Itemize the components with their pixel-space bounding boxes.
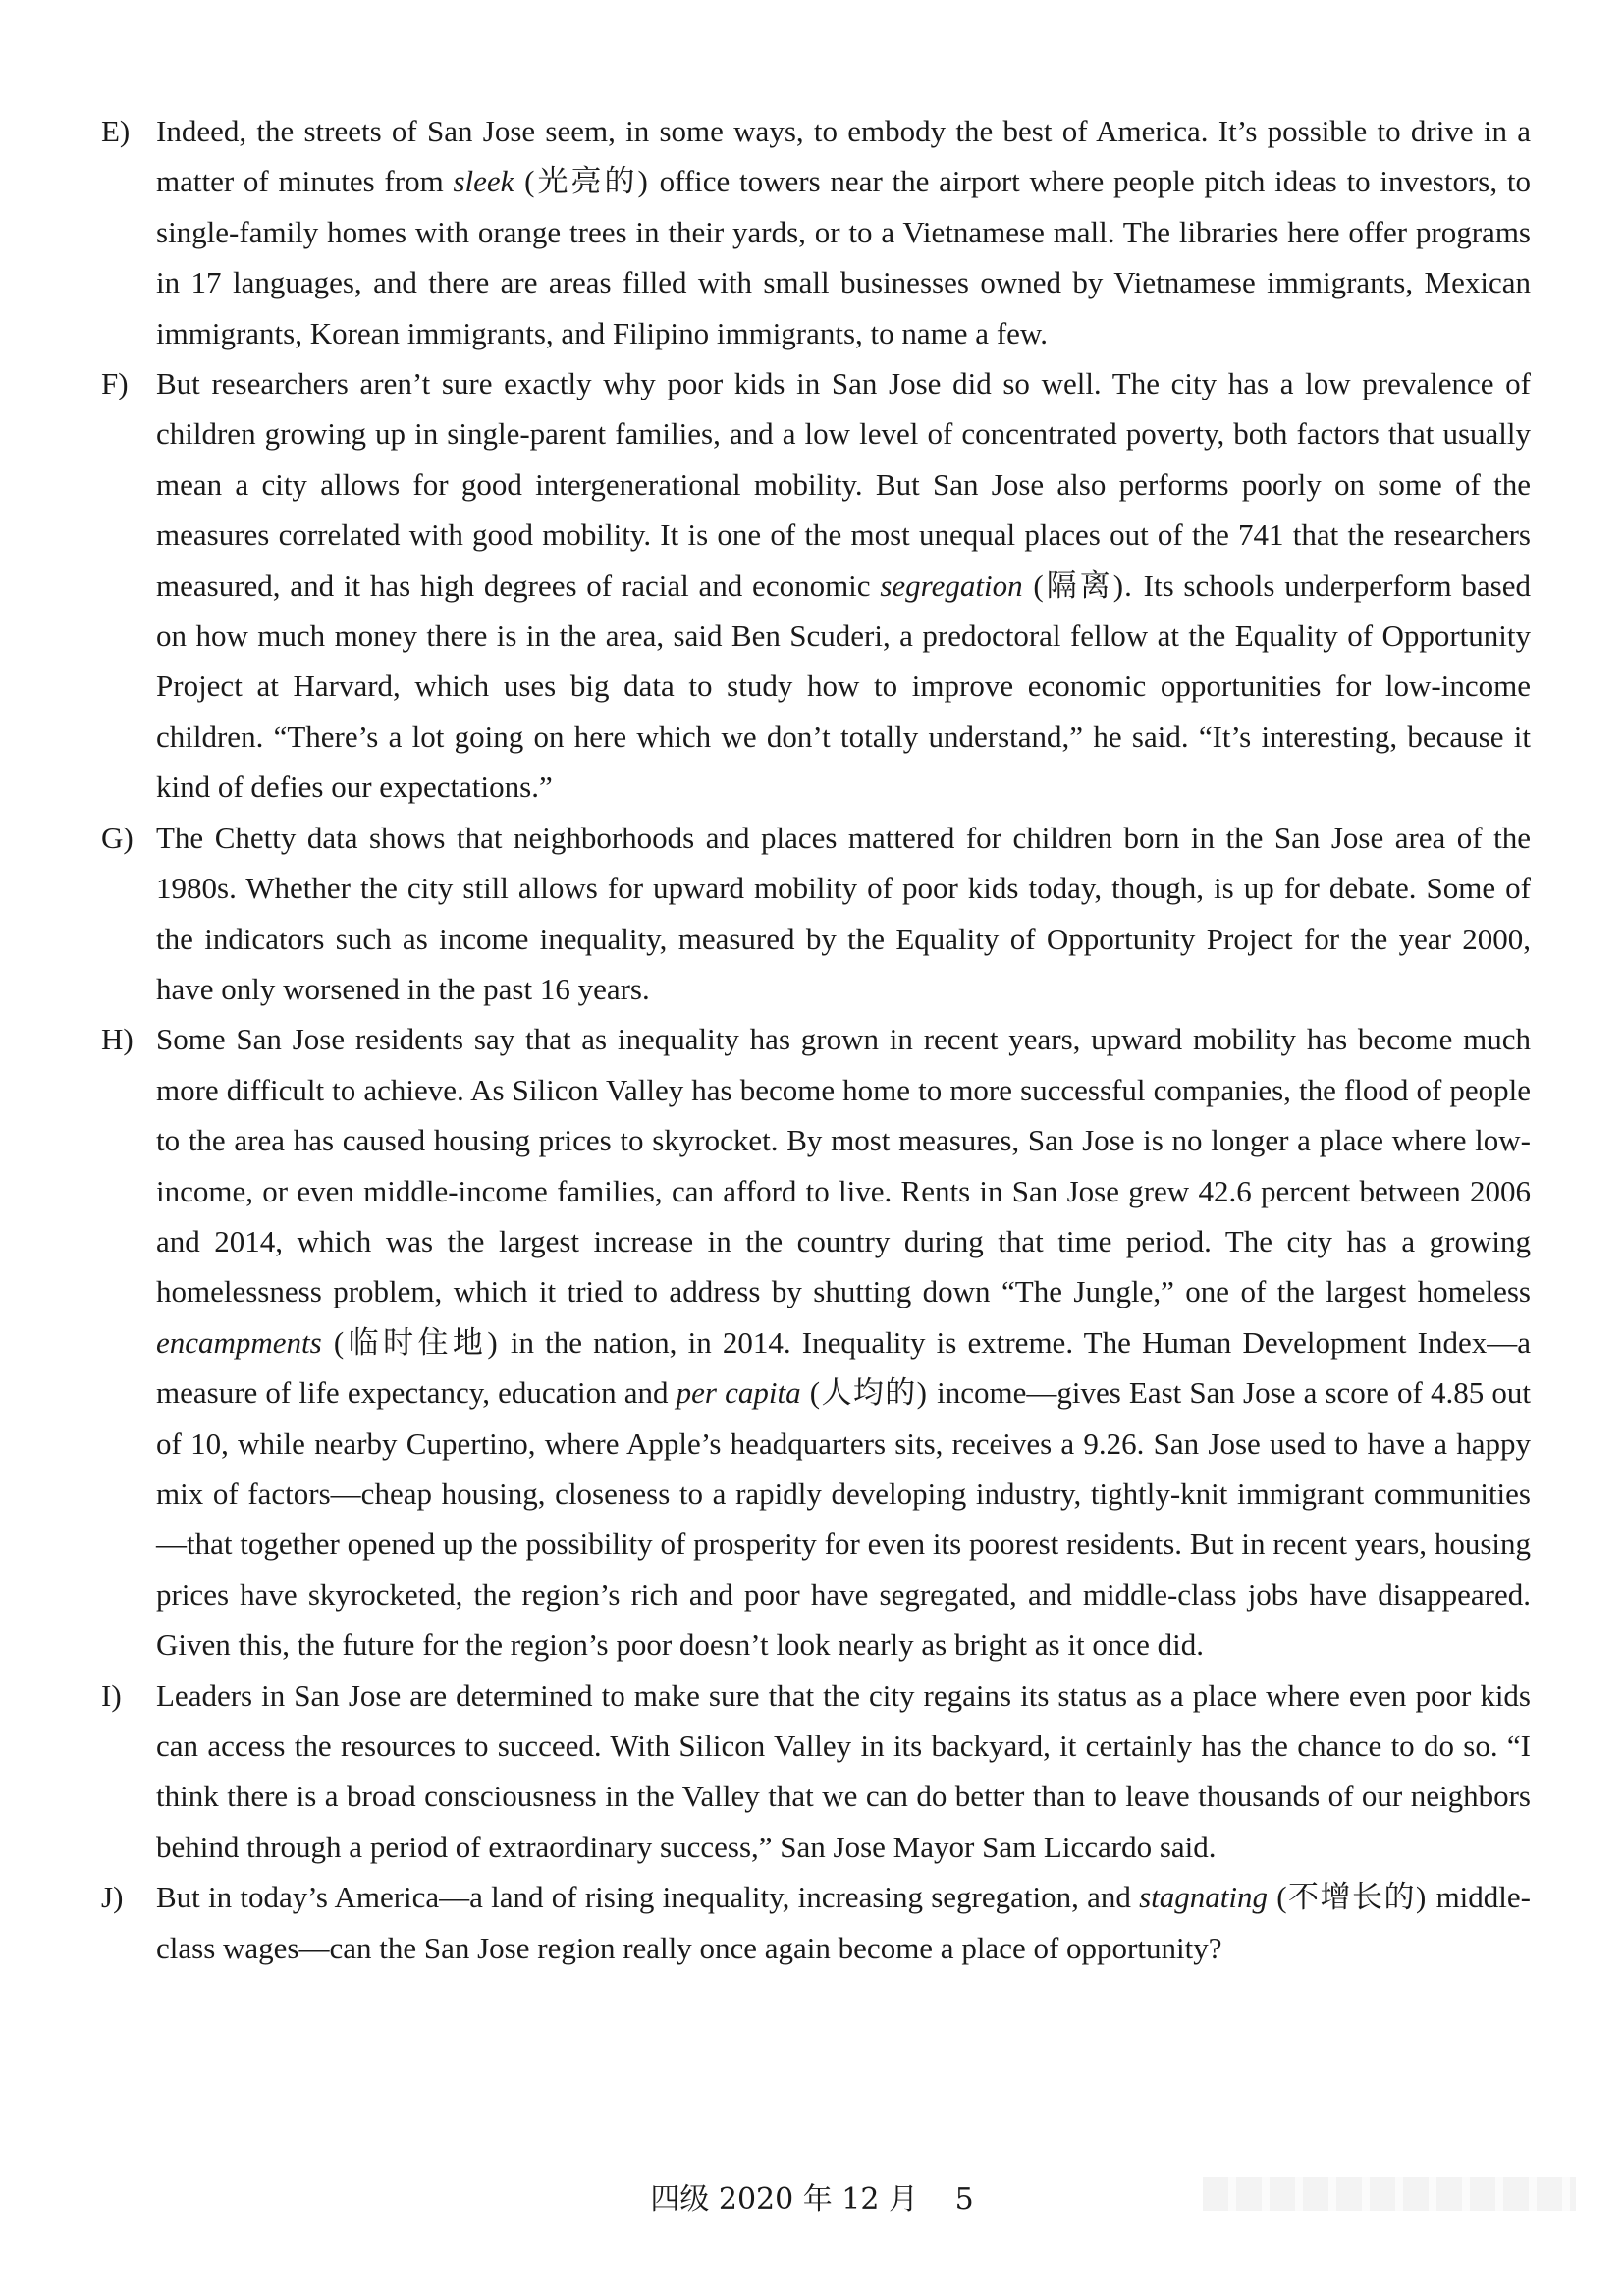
glossed-term: per capita <box>676 1375 801 1411</box>
paragraph-i <box>101 1671 1531 1873</box>
text-run: But researchers aren’t sure exactly why poor kids in San Jose did so well. The city has a low prevalence of children growing up in single-parent families, and a low level of concentrated poverty, both factors that usually mean a city allows for good intergenerational mobility. But San Jose also performs poorly on some of the measures correlated with good mobility. It is one of the most unequal places out of the 741 that the researchers measured, and it has high degrees of racial and economic <box>156 366 1531 603</box>
paragraph-text <box>156 1014 1531 1670</box>
paragraph-label: F) <box>101 366 129 401</box>
paragraph-text <box>156 106 1531 358</box>
text-run: But in today’s America—a land of rising inequality, increasing segregation, and <box>156 1880 1140 1915</box>
paragraph-e <box>101 106 1531 358</box>
footer-exam-label: 四级 2020 年 12 月 <box>650 2182 919 2216</box>
text-run: Some San Jose residents say that as inequality has grown in recent years, upward mobility has become much more difficult to achieve. As Silicon Valley has become home to more successful companies, the flood of people to the area has caused housing prices to skyrocket. By most measures, San Jose is no longer a place where low-income, or even middle-income families, can afford to live. Rents in San Jose grew 42.6 percent between 2006 and 2014, which was the largest increase in the country during that time period. The city has a growing homelessness problem, which it tried to address by shutting down “The Jungle,” one of the largest homeless <box>156 1022 1531 1309</box>
paragraph-h <box>101 1014 1531 1670</box>
paragraph-text <box>156 1671 1531 1873</box>
glossed-term: segregation <box>880 567 1023 603</box>
paragraph-text <box>156 1872 1531 1973</box>
paragraph-j <box>101 1872 1531 1973</box>
chinese-gloss: (隔离). <box>1022 567 1144 603</box>
paragraph-label: I) <box>101 1678 122 1713</box>
paragraph-label: E) <box>101 114 131 148</box>
chinese-gloss: (不增长的) <box>1268 1880 1436 1915</box>
paragraph-g <box>101 813 1531 1015</box>
text-run: Its schools underperform based on how much money there is in the area, said Ben Scuderi, a predoctoral fellow at the Equality of Opportunity Project at Harvard, which uses big data to study how to improve economic opportunities for low-income children. “There’s a lot going on here which we don’t totally understand,” he said. “It’s interesting, because it kind of defies our expectations.” <box>156 567 1531 805</box>
text-run: The Chetty data shows that neighborhoods and places mattered for children born in the San Jose area of the 1980s. Whether the city still allows for upward mobility of poor kids today, though, is up for debate. Some of the indicators such as income inequality, measured by the Equality of Opportunity Project for the year 2000, have only worsened in the past 16 years. <box>156 820 1531 1006</box>
text-run: Leaders in San Jose are determined to make sure that the city regains its status as a place where even poor kids can access the resources to succeed. With Silicon Valley in its backyard, it certainly has the chance to do so. “I think there is a broad consciousness in the Valley that we can do better than to leave thousands of our neighbors behind through a period of extraordinary success,” San Jose Mayor Sam Liccardo said. <box>156 1678 1531 1864</box>
chinese-gloss: (临时住地) <box>321 1324 511 1360</box>
text-run: Indeed, the streets of San Jose seem, in some ways, to embody the best of America. It’s possible to drive in a matter of minutes from <box>156 114 1531 199</box>
text-run: office towers near the airport where people pitch ideas to investors, to single-family homes with orange trees in their yards, or to a Vietnamese mall. The libraries here offer programs in 17 languages, and there are areas filled with small businesses owned by Vietnamese immigrants, Mexican immigrants, Korean immigrants, and Filipino immigrants, to name a few. <box>156 164 1531 350</box>
glossed-term: sleek <box>453 164 514 199</box>
glossed-term: encampments <box>156 1324 322 1360</box>
text-run: middle-class wages—can the San Jose region really once again become a place of opportunity? <box>156 1880 1531 1965</box>
paragraph-text <box>156 813 1531 1015</box>
paragraph-label: J) <box>101 1880 124 1915</box>
document-body <box>101 106 1531 1973</box>
glossed-term: stagnating <box>1139 1880 1269 1915</box>
paragraph-text <box>156 358 1531 813</box>
footer-page-number: 5 <box>954 2182 974 2216</box>
paragraph-label: G) <box>101 820 134 855</box>
text-run: in the nation, in 2014. Inequality is extreme. The Human Development Index—a measure of life expectancy, education and <box>156 1324 1531 1411</box>
paragraph-f <box>101 358 1531 813</box>
chinese-gloss: (光亮的) <box>514 164 660 199</box>
text-run: income—gives East San Jose a score of 4.85 out of 10, while nearby Cupertino, where Apple’s headquarters sits, receives a 9.26. San Jose used to have a happy mix of factors—cheap housing, closeness to a rapidly developing industry, tightly-knit immigrant communities—that together opened up the possibility of prosperity for even its poorest residents. But in recent years, housing prices have skyrocketed, the region’s rich and poor have segregated, and middle-class jobs have disappeared. Given this, the future for the region’s poor doesn’t look nearly as bright as it once did. <box>156 1375 1531 1663</box>
paragraph-label: H) <box>101 1022 134 1057</box>
chinese-gloss: (人均的) <box>800 1375 938 1411</box>
watermark-smudge <box>1203 2177 1576 2211</box>
